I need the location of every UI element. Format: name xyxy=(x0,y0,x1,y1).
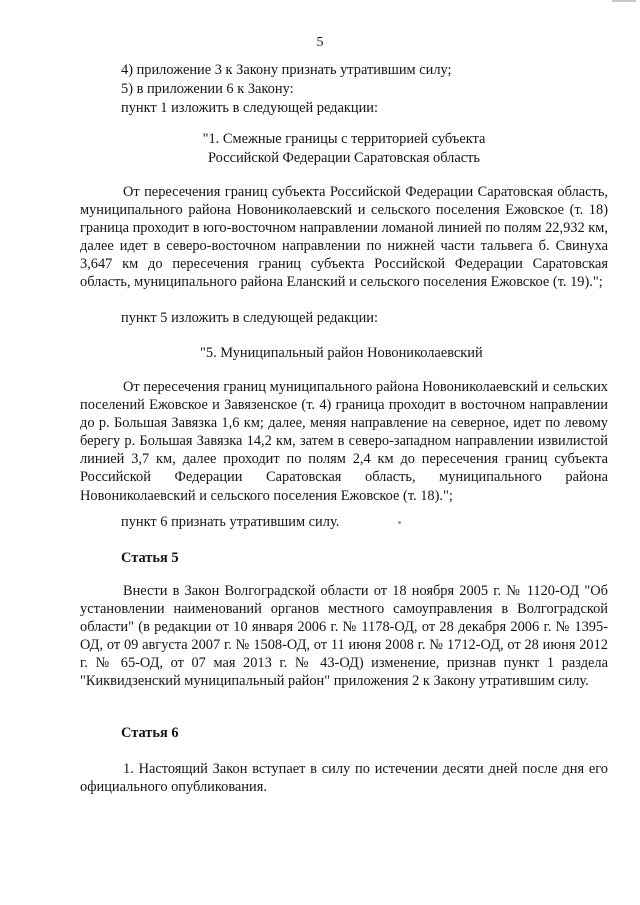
article5-heading: Статья 5 xyxy=(121,550,179,566)
intro-line-5: 5) в приложении 6 к Закону: xyxy=(121,81,294,97)
article6-paragraph: 1. Настоящий Закон вступает в силу по истечении десяти дней после дня его официального опубликования. xyxy=(80,761,608,796)
section5-title: "5. Муниципальный район Новониколаевский xyxy=(200,345,483,361)
article6-heading: Статья 6 xyxy=(121,725,179,741)
section1-title-line1: "1. Смежные границы с территорией субъекта xyxy=(202,131,486,147)
point5-instruction: пункт 5 изложить в следующей редакции: xyxy=(121,310,378,326)
scan-mark xyxy=(612,0,636,2)
section1-title-line2: Российской Федерации Саратовская область xyxy=(207,150,480,166)
scan-speck xyxy=(398,521,401,524)
article5-paragraph: Внести в Закон Волгоградской области от 18 ноября 2005 г. № 1120-ОД "Об установлении наименований органов местного самоуправления в Волгоградской области" (в редакции от 10 января 2006 г. № 1178-ОД, от 28 декабря 2006 г. № 1395-ОД, от 09 августа 2007 г. № 1508-ОД, от 11 июня 2008 г. № 1712-ОД, от 28 июня 2012 г. № 65-ОД, от 07 мая 2013 г. № 43-ОД) изменение, признав пункт 1 раздела "Киквидзенский муниципальный район" приложения 2 к Закону утратившим силу. xyxy=(80,583,608,689)
intro-line-4: 4) приложение 3 к Закону признать утратившим силу; xyxy=(121,62,452,78)
page-number: 5 xyxy=(316,35,324,50)
intro-line-point1: пункт 1 изложить в следующей редакции: xyxy=(121,100,378,116)
section1-paragraph: От пересечения границ субъекта Российской Федерации Саратовская область, муниципального района Новониколаевский и сельского поселения Ежовское (т. 18) граница проходит в юго-восточном направлении ломаной линией по полям 22,932 км, далее идет в северо-восточном направлении по нижней части тальвега б. Свинуха 3,647 км до пересечения границ субъекта Российской Федерации Саратовская область, муниципального района Еланский и сельского поселения Ежовское (т. 19)."; xyxy=(80,184,608,291)
point6-instruction: пункт 6 признать утратившим силу. xyxy=(121,514,340,530)
section5-paragraph: От пересечения границ муниципального района Новониколаевский и сельских поселений Ежовское и Завязенское (т. 4) граница проходит в восточном направлении до р. Большая Завязка 1,6 км; далее, меняя направление на северное, идет по левому берегу р. Большая Завязка 14,2 км, затем в северо-западном направлении извилистой линией 3,7 км, далее проходит по полям 2,4 км до пересечения границ субъекта Российской Федерации Саратовская область, муниципального района Новониколаевский и сельского поселения Ежовское (т. 18)."; xyxy=(80,379,608,504)
